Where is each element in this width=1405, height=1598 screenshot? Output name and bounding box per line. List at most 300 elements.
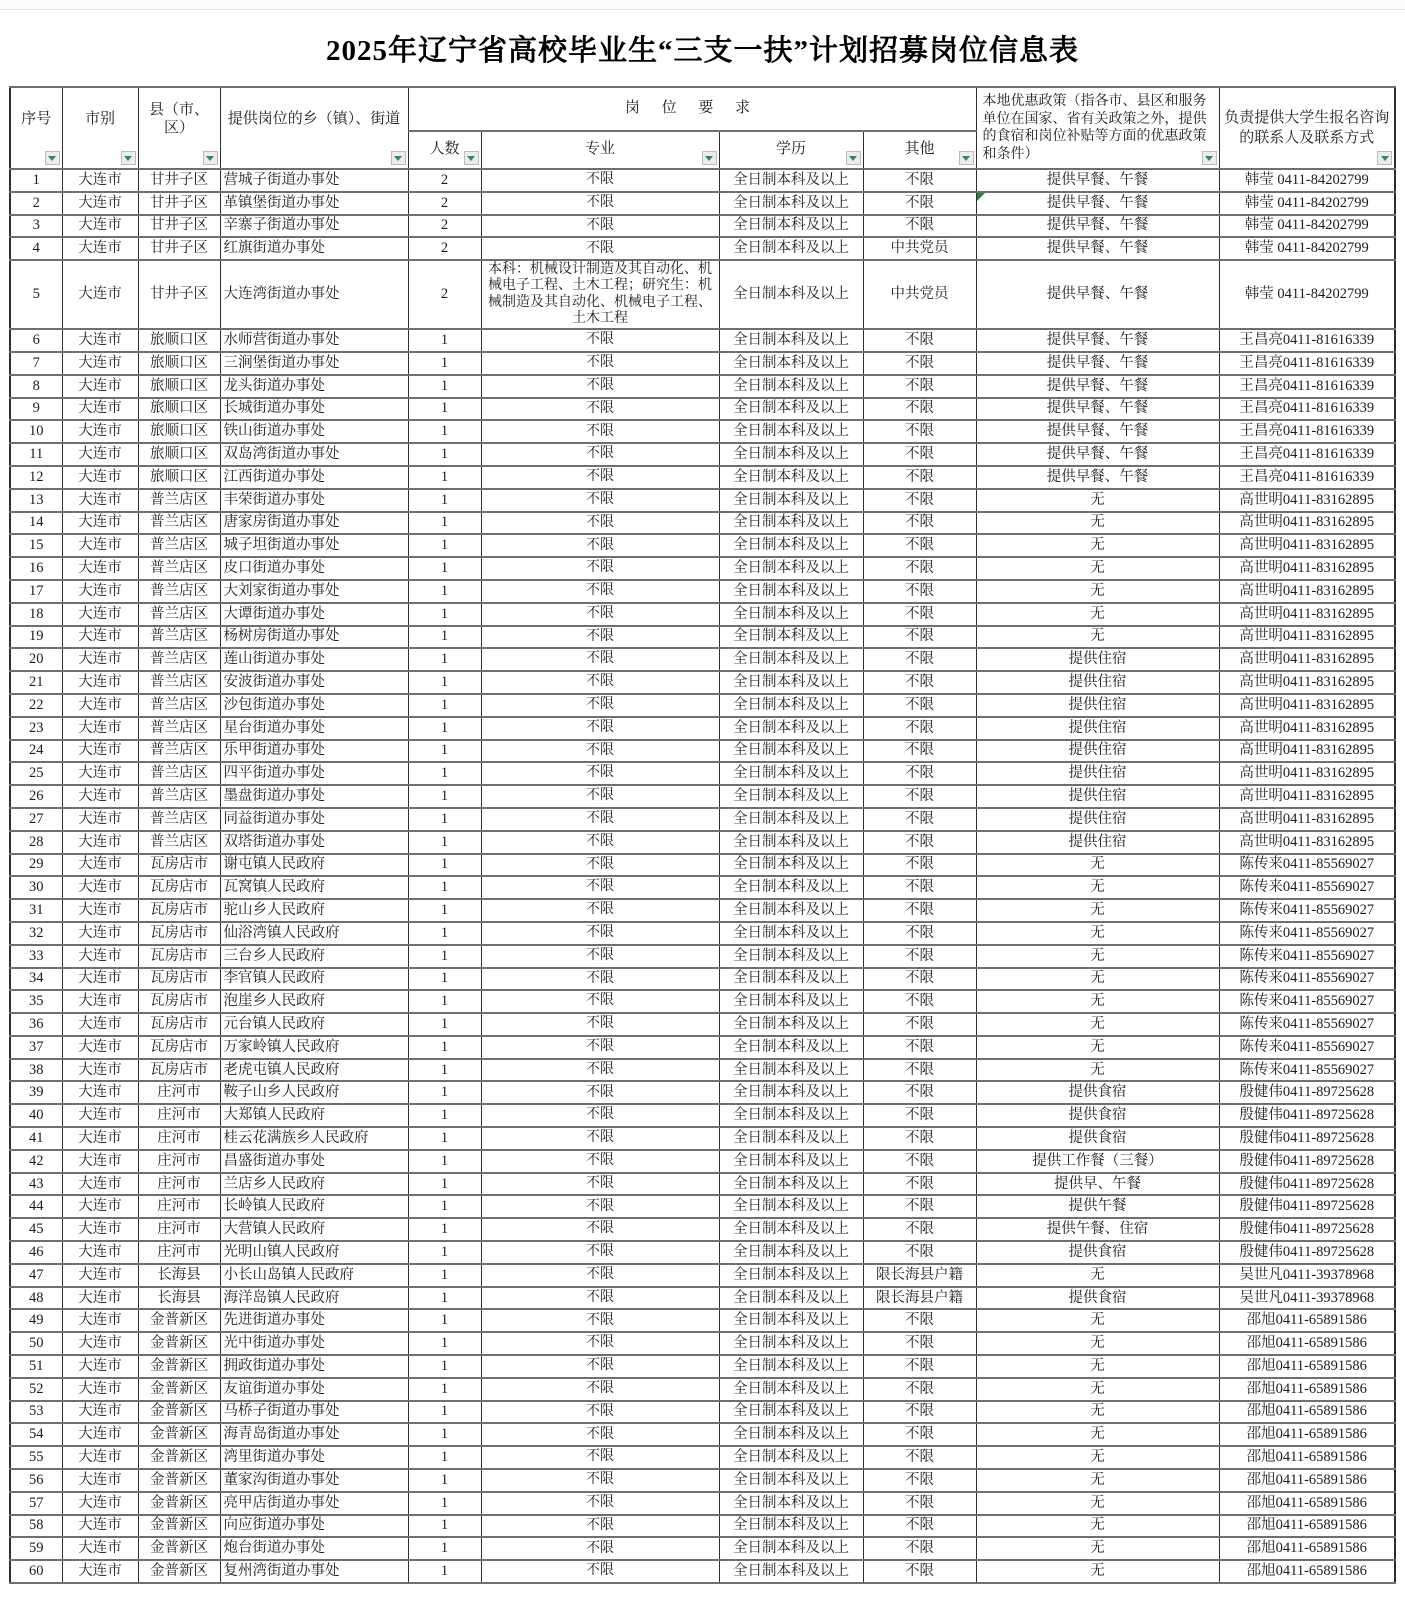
cell-count: 1 [408,352,481,375]
cell-other: 不限 [863,854,976,877]
cell-major: 本科：机械设计制造及其自动化、机械电子工程、土木工程；研究生：机械制造及其自动化、机械电子工程、土木工程 [481,260,719,329]
cell-other: 不限 [863,876,976,899]
cell-count: 1 [408,1515,481,1538]
cell-education: 全日制本科及以上 [719,534,863,557]
cell-city: 大连市 [62,352,138,375]
cell-major: 不限 [481,626,719,649]
cell-town: 老虎屯镇人民政府 [220,1059,408,1082]
cell-town: 杨树房街道办事处 [220,626,408,649]
cell-county: 庄河市 [138,1195,220,1218]
cell-town: 长岭镇人民政府 [220,1195,408,1218]
cell-town: 亮甲店街道办事处 [220,1492,408,1515]
cell-town: 友谊街道办事处 [220,1378,408,1401]
cell-other: 不限 [863,1492,976,1515]
cell-policy: 提供早餐、午餐 [976,237,1219,260]
cell-count: 1 [408,489,481,512]
filter-dropdown-icon[interactable] [203,151,218,165]
cell-other: 不限 [863,831,976,854]
cell-count: 1 [408,1081,481,1104]
table-row [10,1492,1395,1515]
cell-count: 1 [408,1469,481,1492]
cell-policy: 提供午餐 [976,1195,1219,1218]
cell-policy: 提供住宿 [976,831,1219,854]
cell-policy: 提供早餐、午餐 [976,398,1219,421]
cell-county: 金普新区 [138,1537,220,1560]
cell-other: 不限 [863,329,976,352]
cell-town: 大营镇人民政府 [220,1218,408,1241]
col-header-major-label: 专业 [584,141,615,158]
cell-county: 普兰店区 [138,785,220,808]
col-header-county-label: 县（市、区） [148,102,209,136]
cell-policy: 提供食宿 [976,1241,1219,1264]
cell-count: 1 [408,785,481,808]
cell-county: 普兰店区 [138,762,220,785]
cell-corner-flag-icon [977,193,985,201]
cell-other: 不限 [863,1013,976,1036]
filter-dropdown-icon[interactable] [391,151,406,165]
cell-town: 马桥子街道办事处 [220,1401,408,1424]
cell-county: 普兰店区 [138,648,220,671]
cell-policy: 提供早餐、午餐 [976,215,1219,238]
cell-seq: 57 [10,1492,62,1515]
cell-contact: 邵旭0411-65891586 [1219,1309,1395,1332]
cell-town: 三台乡人民政府 [220,945,408,968]
cell-county: 金普新区 [138,1309,220,1332]
cell-contact: 高世明0411-83162895 [1219,671,1395,694]
cell-seq: 5 [10,260,62,329]
cell-other: 限长海县户籍 [863,1264,976,1287]
cell-city: 大连市 [62,534,138,557]
cell-major: 不限 [481,1173,719,1196]
cell-seq: 32 [10,922,62,945]
cell-seq: 36 [10,1013,62,1036]
cell-city: 大连市 [62,671,138,694]
cell-county: 普兰店区 [138,831,220,854]
cell-other: 不限 [863,1332,976,1355]
cell-seq: 48 [10,1287,62,1310]
cell-county: 庄河市 [138,1150,220,1173]
cell-education: 全日制本科及以上 [719,762,863,785]
cell-contact: 陈传来0411-85569027 [1219,1059,1395,1082]
cell-other: 不限 [863,420,976,443]
cell-contact: 邵旭0411-65891586 [1219,1401,1395,1424]
cell-other: 不限 [863,557,976,580]
cell-other: 不限 [863,1401,976,1424]
cell-seq: 16 [10,557,62,580]
table-row [10,1036,1395,1059]
cell-other: 不限 [863,1355,976,1378]
table-row [10,489,1395,512]
cell-other: 不限 [863,648,976,671]
cell-education: 全日制本科及以上 [719,1469,863,1492]
cell-major: 不限 [481,968,719,991]
cell-education: 全日制本科及以上 [719,215,863,238]
cell-other: 不限 [863,398,976,421]
cell-count: 1 [408,626,481,649]
cell-count: 1 [408,329,481,352]
cell-city: 大连市 [62,694,138,717]
cell-city: 大连市 [62,169,138,192]
filter-dropdown-icon[interactable] [846,151,861,165]
cell-town: 水师营街道办事处 [220,329,408,352]
filter-dropdown-icon[interactable] [1202,151,1217,165]
cell-count: 2 [408,192,481,215]
cell-city: 大连市 [62,1560,138,1583]
cell-city: 大连市 [62,443,138,466]
cell-other: 不限 [863,603,976,626]
cell-county: 瓦房店市 [138,922,220,945]
cell-major: 不限 [481,1036,719,1059]
cell-town: 光明山镇人民政府 [220,1241,408,1264]
cell-seq: 10 [10,420,62,443]
cell-town: 革镇堡街道办事处 [220,192,408,215]
table-row [10,512,1395,535]
cell-seq: 53 [10,1401,62,1424]
cell-city: 大连市 [62,237,138,260]
cell-contact: 殷健伟0411-89725628 [1219,1241,1395,1264]
cell-seq: 41 [10,1127,62,1150]
cell-education: 全日制本科及以上 [719,648,863,671]
cell-county: 旅顺口区 [138,398,220,421]
cell-town: 桂云花满族乡人民政府 [220,1127,408,1150]
cell-count: 1 [408,648,481,671]
cell-count: 1 [408,1423,481,1446]
cell-city: 大连市 [62,1492,138,1515]
cell-policy: 提供食宿 [976,1127,1219,1150]
cell-count: 1 [408,762,481,785]
cell-education: 全日制本科及以上 [719,694,863,717]
cell-count: 1 [408,1059,481,1082]
cell-contact: 高世明0411-83162895 [1219,740,1395,763]
cell-count: 1 [408,945,481,968]
cell-city: 大连市 [62,215,138,238]
cell-major: 不限 [481,648,719,671]
cell-town: 复州湾街道办事处 [220,1560,408,1583]
cell-town: 皮口街道办事处 [220,557,408,580]
cell-other: 不限 [863,808,976,831]
cell-city: 大连市 [62,398,138,421]
cell-city: 大连市 [62,899,138,922]
cell-contact: 高世明0411-83162895 [1219,648,1395,671]
cell-other: 不限 [863,1423,976,1446]
cell-education: 全日制本科及以上 [719,1515,863,1538]
cell-county: 金普新区 [138,1378,220,1401]
cell-county: 瓦房店市 [138,854,220,877]
table-row [10,443,1395,466]
cell-county: 金普新区 [138,1492,220,1515]
cell-city: 大连市 [62,1401,138,1424]
cell-policy: 无 [976,1446,1219,1469]
cell-contact: 高世明0411-83162895 [1219,557,1395,580]
cell-town: 长城街道办事处 [220,398,408,421]
cell-policy: 无 [976,968,1219,991]
cell-other: 不限 [863,694,976,717]
cell-policy: 提供早餐、午餐 [976,420,1219,443]
cell-major: 不限 [481,854,719,877]
cell-count: 1 [408,534,481,557]
cell-other: 不限 [863,1218,976,1241]
cell-education: 全日制本科及以上 [719,237,863,260]
cell-city: 大连市 [62,1264,138,1287]
cell-contact: 陈传来0411-85569027 [1219,945,1395,968]
filter-dropdown-icon[interactable] [959,151,974,165]
cell-contact: 王昌亮0411-81616339 [1219,443,1395,466]
cell-city: 大连市 [62,1059,138,1082]
cell-major: 不限 [481,1104,719,1127]
table-row [10,215,1395,238]
table-row [10,1081,1395,1104]
cell-seq: 59 [10,1537,62,1560]
cell-town: 大郑镇人民政府 [220,1104,408,1127]
cell-policy: 提供早餐、午餐 [976,352,1219,375]
cell-major: 不限 [481,489,719,512]
cell-seq: 3 [10,215,62,238]
cell-other: 不限 [863,534,976,557]
cell-count: 1 [408,1560,481,1583]
table-row [10,1059,1395,1082]
cell-town: 双岛湾街道办事处 [220,443,408,466]
cell-education: 全日制本科及以上 [719,1150,863,1173]
table-row [10,626,1395,649]
cell-city: 大连市 [62,785,138,808]
cell-contact: 陈传来0411-85569027 [1219,1013,1395,1036]
cell-county: 旅顺口区 [138,352,220,375]
cell-city: 大连市 [62,512,138,535]
cell-education: 全日制本科及以上 [719,1309,863,1332]
cell-county: 瓦房店市 [138,1059,220,1082]
table-row [10,945,1395,968]
table-row [10,1127,1395,1150]
cell-town: 龙头街道办事处 [220,375,408,398]
cell-other: 不限 [863,1560,976,1583]
cell-seq: 7 [10,352,62,375]
table-row [10,375,1395,398]
table-row [10,1150,1395,1173]
cell-education: 全日制本科及以上 [719,785,863,808]
cell-count: 1 [408,1127,481,1150]
cell-seq: 24 [10,740,62,763]
table-row [10,717,1395,740]
cell-count: 1 [408,1309,481,1332]
col-header-county [138,87,220,169]
cell-county: 金普新区 [138,1423,220,1446]
cell-other: 不限 [863,1378,976,1401]
cell-education: 全日制本科及以上 [719,990,863,1013]
cell-education: 全日制本科及以上 [719,466,863,489]
cell-count: 1 [408,1287,481,1310]
table-row [10,534,1395,557]
table-row [10,671,1395,694]
filter-dropdown-icon[interactable] [1377,151,1392,165]
cell-county: 瓦房店市 [138,968,220,991]
cell-education: 全日制本科及以上 [719,420,863,443]
cell-town: 湾里街道办事处 [220,1446,408,1469]
cell-county: 旅顺口区 [138,420,220,443]
cell-city: 大连市 [62,1036,138,1059]
cell-county: 普兰店区 [138,534,220,557]
cell-policy: 提供工作餐（三餐） [976,1150,1219,1173]
cell-seq: 52 [10,1378,62,1401]
cell-count: 1 [408,603,481,626]
cell-major: 不限 [481,1195,719,1218]
cell-policy: 提供早餐、午餐 [976,192,1219,215]
cell-major: 不限 [481,1492,719,1515]
cell-major: 不限 [481,1059,719,1082]
cell-count: 2 [408,215,481,238]
cell-education: 全日制本科及以上 [719,1081,863,1104]
cell-town: 董家沟街道办事处 [220,1469,408,1492]
filter-dropdown-icon[interactable] [702,151,717,165]
cell-other: 不限 [863,785,976,808]
cell-county: 普兰店区 [138,557,220,580]
table-row [10,1173,1395,1196]
cell-education: 全日制本科及以上 [719,1492,863,1515]
cell-county: 瓦房店市 [138,990,220,1013]
cell-education: 全日制本科及以上 [719,352,863,375]
cell-other: 不限 [863,1104,976,1127]
cell-contact: 殷健伟0411-89725628 [1219,1218,1395,1241]
cell-education: 全日制本科及以上 [719,808,863,831]
cell-city: 大连市 [62,1537,138,1560]
cell-count: 1 [408,1013,481,1036]
cell-city: 大连市 [62,945,138,968]
cell-other: 不限 [863,740,976,763]
col-header-major [481,131,719,169]
cell-education: 全日制本科及以上 [719,831,863,854]
cell-major: 不限 [481,1013,719,1036]
table-row [10,580,1395,603]
cell-major: 不限 [481,1423,719,1446]
cell-major: 不限 [481,1537,719,1560]
cell-seq: 29 [10,854,62,877]
cell-contact: 邵旭0411-65891586 [1219,1515,1395,1538]
filter-dropdown-icon[interactable] [121,151,136,165]
table-row [10,557,1395,580]
filter-dropdown-icon[interactable] [45,151,60,165]
cell-other: 不限 [863,626,976,649]
cell-seq: 35 [10,990,62,1013]
cell-major: 不限 [481,329,719,352]
cell-education: 全日制本科及以上 [719,603,863,626]
cell-education: 全日制本科及以上 [719,876,863,899]
cell-seq: 17 [10,580,62,603]
cell-major: 不限 [481,922,719,945]
cell-city: 大连市 [62,922,138,945]
cell-policy: 提供住宿 [976,762,1219,785]
title-bar [0,10,1405,86]
cell-contact: 陈传来0411-85569027 [1219,1036,1395,1059]
cell-county: 金普新区 [138,1560,220,1583]
table-row [10,1332,1395,1355]
cell-contact: 殷健伟0411-89725628 [1219,1150,1395,1173]
cell-policy: 无 [976,557,1219,580]
cell-county: 普兰店区 [138,740,220,763]
cell-city: 大连市 [62,626,138,649]
table-row [10,1560,1395,1583]
cell-county: 庄河市 [138,1127,220,1150]
cell-contact: 邵旭0411-65891586 [1219,1560,1395,1583]
cell-city: 大连市 [62,580,138,603]
cell-education: 全日制本科及以上 [719,854,863,877]
cell-county: 甘井子区 [138,169,220,192]
table-row [10,1469,1395,1492]
cell-major: 不限 [481,671,719,694]
cell-city: 大连市 [62,1287,138,1310]
cell-other: 不限 [863,762,976,785]
cell-seq: 20 [10,648,62,671]
cell-policy: 提供住宿 [976,671,1219,694]
cell-policy: 无 [976,1401,1219,1424]
cell-education: 全日制本科及以上 [719,169,863,192]
cell-major: 不限 [481,1287,719,1310]
cell-major: 不限 [481,1355,719,1378]
cell-county: 瓦房店市 [138,876,220,899]
cell-town: 鞍子山乡人民政府 [220,1081,408,1104]
cell-major: 不限 [481,899,719,922]
cell-county: 甘井子区 [138,215,220,238]
cell-seq: 2 [10,192,62,215]
cell-town: 大刘家街道办事处 [220,580,408,603]
cell-contact: 高世明0411-83162895 [1219,717,1395,740]
cell-contact: 高世明0411-83162895 [1219,785,1395,808]
cell-education: 全日制本科及以上 [719,1059,863,1082]
cell-contact: 邵旭0411-65891586 [1219,1469,1395,1492]
cell-count: 1 [408,876,481,899]
table-row [10,1355,1395,1378]
cell-contact: 高世明0411-83162895 [1219,489,1395,512]
cell-major: 不限 [481,1469,719,1492]
cell-count: 1 [408,580,481,603]
cell-policy: 无 [976,876,1219,899]
cell-seq: 6 [10,329,62,352]
cell-other: 不限 [863,1195,976,1218]
cell-seq: 38 [10,1059,62,1082]
table-row [10,854,1395,877]
cell-education: 全日制本科及以上 [719,557,863,580]
cell-policy: 提供食宿 [976,1287,1219,1310]
cell-seq: 49 [10,1309,62,1332]
cell-major: 不限 [481,375,719,398]
cell-count: 1 [408,1378,481,1401]
cell-count: 1 [408,990,481,1013]
cell-contact: 高世明0411-83162895 [1219,831,1395,854]
filter-dropdown-icon[interactable] [464,151,479,165]
cell-town: 小长山岛镇人民政府 [220,1264,408,1287]
cell-other: 不限 [863,990,976,1013]
cell-seq: 58 [10,1515,62,1538]
cell-town: 海洋岛镇人民政府 [220,1287,408,1310]
cell-count: 1 [408,671,481,694]
cell-county: 瓦房店市 [138,899,220,922]
table-row [10,876,1395,899]
cell-county: 瓦房店市 [138,1036,220,1059]
cell-education: 全日制本科及以上 [719,329,863,352]
cell-seq: 28 [10,831,62,854]
cell-seq: 11 [10,443,62,466]
col-header-city [62,87,138,169]
cell-education: 全日制本科及以上 [719,968,863,991]
cell-town: 万家岭镇人民政府 [220,1036,408,1059]
cell-count: 1 [408,443,481,466]
table-row [10,808,1395,831]
table-row [10,237,1395,260]
cell-major: 不限 [481,603,719,626]
cell-county: 旅顺口区 [138,375,220,398]
cell-count: 1 [408,1492,481,1515]
cell-county: 瓦房店市 [138,1013,220,1036]
col-header-count-label: 人数 [429,141,460,158]
cell-contact: 邵旭0411-65891586 [1219,1423,1395,1446]
